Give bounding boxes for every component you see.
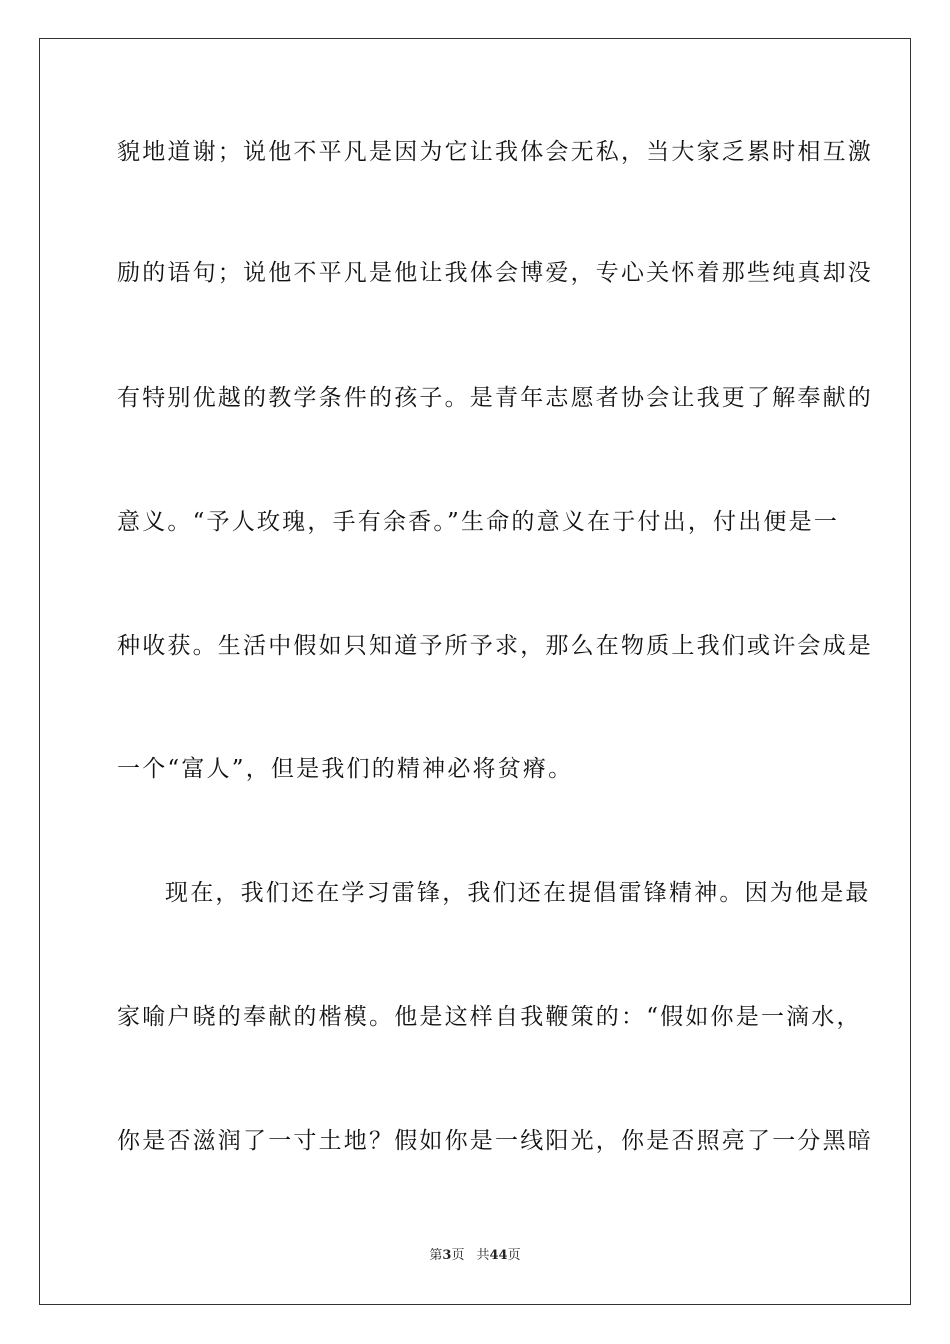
footer-page-number: 3 — [442, 1248, 452, 1263]
page-border — [39, 38, 911, 1305]
footer-page-suffix: 页 — [451, 1248, 465, 1263]
page-footer — [0, 1247, 950, 1265]
footer-total-suffix: 页 — [507, 1248, 521, 1263]
text-line-4: 意义。“予人玫瑰，手有余香。”生命的意义在于付出，付出便是一 — [117, 509, 840, 535]
footer-total-pages: 44 — [489, 1248, 508, 1263]
text-line-3: 有特别优越的教学条件的孩子。是青年志愿者协会让我更了解奉献的 — [117, 385, 873, 411]
text-line-8: 家喻户晓的奉献的楷模。他是这样自我鞭策的：“假如你是一滴水， — [117, 1004, 862, 1030]
footer-total-prefix: 共 — [476, 1248, 490, 1263]
text-line-9: 你是否滋润了一寸土地？假如你是一线阳光，你是否照亮了一分黑暗 — [117, 1128, 873, 1154]
text-line-5: 种收获。生活中假如只知道予所予求，那么在物质上我们或许会成是 — [117, 633, 873, 659]
text-line-2: 励的语句；说他不平凡是他让我体会博爱，专心关怀着那些纯真却没 — [117, 260, 873, 286]
text-line-6: 一个“富人”，但是我们的精神必将贫瘠。 — [117, 756, 574, 782]
footer-page-prefix: 第 — [429, 1248, 443, 1263]
text-line-1: 貌地道谢；说他不平凡是因为它让我体会无私，当大家乏累时相互激 — [117, 139, 873, 165]
text-line-7-paragraph-start: 现在，我们还在学习雷锋，我们还在提倡雷锋精神。因为他是最 — [165, 880, 871, 906]
